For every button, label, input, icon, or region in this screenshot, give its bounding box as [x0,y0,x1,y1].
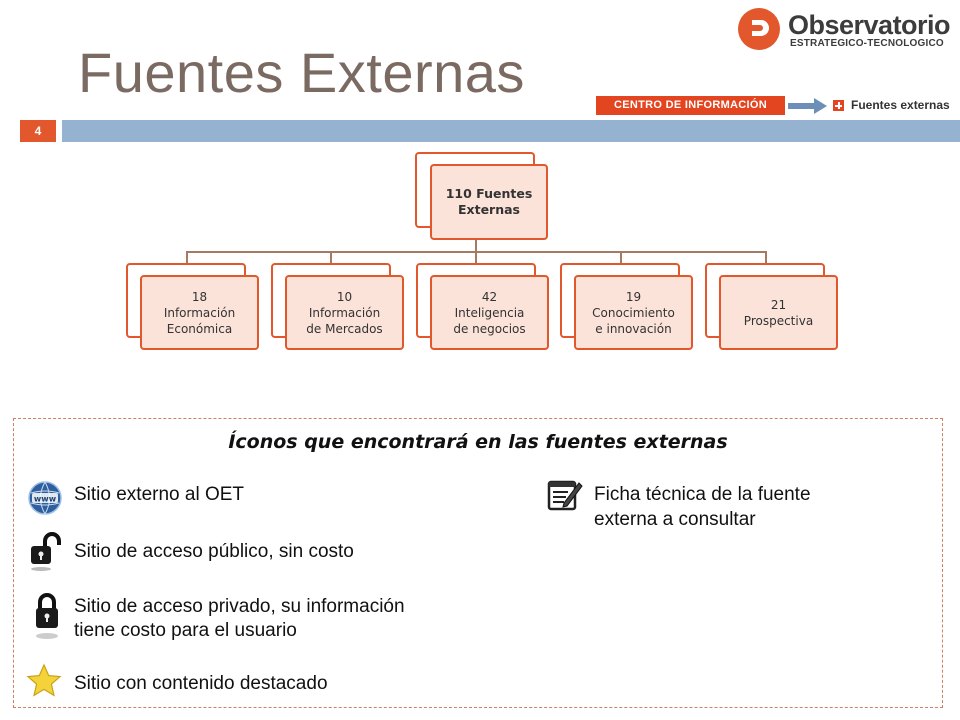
legend-item-label: Sitio de acceso público, sin costo [74,541,354,562]
child-node-label: Inteligencia [454,305,525,320]
child-node-label: de Mercados [306,321,383,336]
child-node-label: Información [308,305,381,320]
legend-item-public-access [26,532,506,572]
connector-child-4 [620,251,622,263]
breadcrumb-section[interactable]: CENTRO DE INFORMACIÓN [596,96,785,115]
legend-title: Íconos que encontrará en las fuentes externas [228,431,728,453]
page-number: 4 [20,120,56,142]
connector-child-5 [765,251,767,263]
child-node-informacion-economica[interactable] [140,275,259,350]
root-node-count: 110 Fuentes [445,186,533,201]
connector-child-1 [186,251,188,263]
svg-text:www: www [33,494,57,504]
logo-name: Observatorio [788,10,951,40]
child-node-informacion-de-mercados[interactable] [285,275,404,350]
unlocked-padlock-icon [28,532,62,572]
child-node-count: 42 [481,289,498,304]
child-node-count: 18 [191,289,208,304]
legend-item-label: Ficha técnica de la fuente [594,484,811,505]
page-title: Fuentes Externas [78,41,525,104]
child-node-prospectiva[interactable] [719,275,838,350]
logo-subtitle: ESTRATEGICO-TECNOLOGICO [790,38,944,49]
child-node-label: Conocimiento [592,305,675,320]
child-node-count: 21 [770,297,787,312]
child-node-label: Información [163,305,236,320]
locked-padlock-icon [32,591,62,641]
legend-item-label: Sitio de acceso privado, su información [74,596,405,617]
child-node-conocimiento-e-innovacion[interactable] [574,275,693,350]
breadcrumb-current[interactable]: Fuentes externas [851,98,950,112]
legend-item-label: Sitio con contenido destacado [74,673,328,694]
child-node-count: 19 [625,289,642,304]
child-node-label: e innovación [595,321,672,336]
legend-item-technical-sheet [546,477,936,537]
connector-child-3 [475,251,477,263]
legend-item-featured [26,663,506,699]
child-node-label: Económica [166,321,233,336]
star-icon [26,663,62,699]
root-node-label: Externas [458,202,520,217]
connector-child-2 [330,251,332,263]
child-node-label: de negocios [453,321,526,336]
globe-www-icon [26,481,64,517]
root-node [430,164,548,240]
legend-item-label: tiene costo para el usuario [74,620,297,641]
legend-item-private-access [26,589,506,645]
legend-item-label: externa a consultar [594,509,756,530]
legend-item-label: Sitio externo al OET [74,484,245,505]
child-node-count: 10 [336,289,353,304]
child-node-inteligencia-de-negocios[interactable] [430,275,549,350]
icon-legend [13,418,943,708]
notepad-pencil-icon [546,477,584,513]
child-node-label: Prospectiva [743,313,814,328]
legend-item-external-site [26,481,506,517]
